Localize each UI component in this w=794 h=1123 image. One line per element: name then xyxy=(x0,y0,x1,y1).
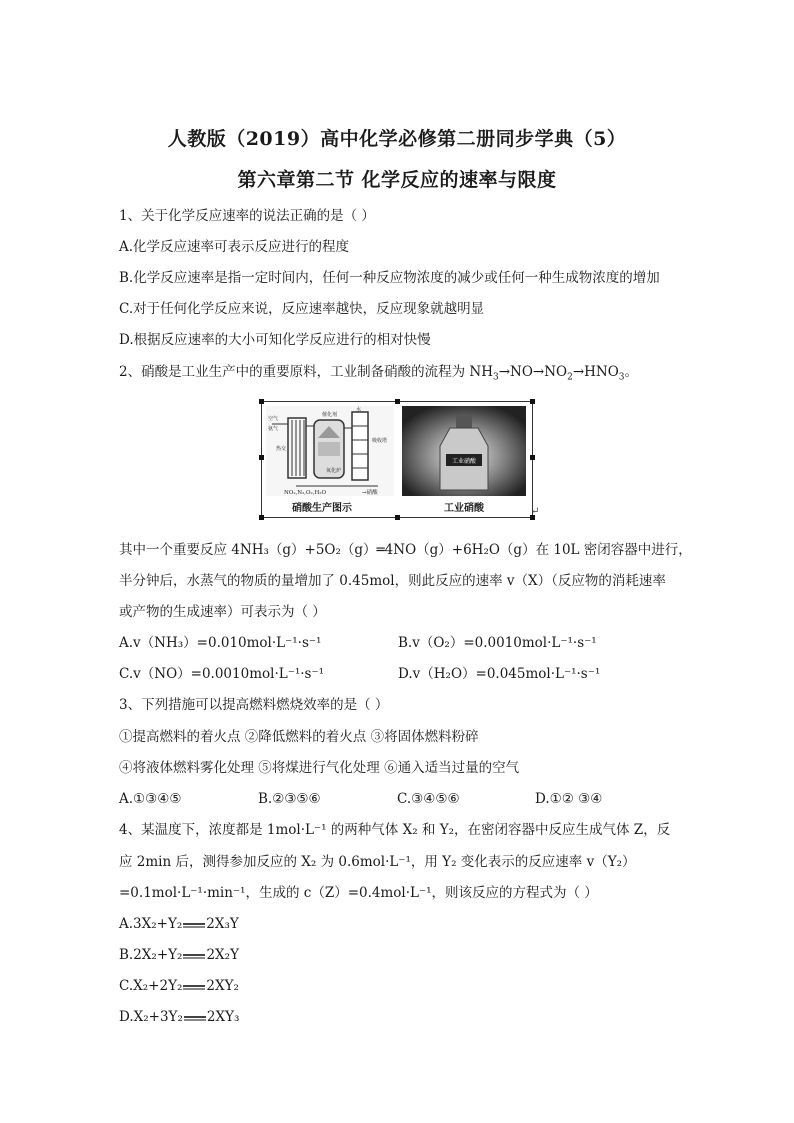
equilibrium-arrow-icon xyxy=(184,1015,206,1021)
resize-handle[interactable] xyxy=(259,515,264,520)
equilibrium-arrow-icon xyxy=(183,953,205,959)
resize-handle[interactable] xyxy=(395,515,400,520)
q3-option-a: A.①③④⑤ xyxy=(119,791,182,807)
equation-left: A.3X₂+Y₂ xyxy=(119,916,183,932)
label-water: 水 xyxy=(356,407,362,413)
q2-sub: 3 xyxy=(492,372,499,383)
paragraph-mark: ↵ xyxy=(531,506,540,517)
q2-option-b: B.v（O₂）=0.0010mol·L⁻¹·s⁻¹ xyxy=(398,635,597,651)
q2-para-3: 或产物的生成速率）可表示为（ ） xyxy=(119,604,326,620)
q3-items-2: ④将液体燃料雾化处理 ⑤将煤进行气化处理 ⑥通入适当过量的空气 xyxy=(119,760,520,776)
q1-stem: 1、关于化学反应速率的说法正确的是（ ） xyxy=(119,208,375,224)
q4-option-c xyxy=(119,977,239,995)
q2-stem xyxy=(119,363,638,387)
q4-stem-2: 应 2min 后，测得参加反应的 X₂ 为 0.6mol·L⁻¹，用 Y₂ 变化表示的反应速率 v（Y₂） xyxy=(119,854,636,870)
q3-option-d: D.①② ③④ xyxy=(535,791,603,807)
q2-para-1: 其中一个重要反应 4NH₃（g）+5O₂（g）═4NO（g）+6H₂O（g）在 10L 密闭容器中进行， xyxy=(119,542,692,558)
q3-option-b: B.②③⑤⑥ xyxy=(258,791,321,807)
q3-items-1: ①提高燃料的着火点 ②降低燃料的着火点 ③将固体燃料粉碎 xyxy=(119,729,479,745)
label-catalyst: 催化剂 xyxy=(322,412,338,418)
resize-handle[interactable] xyxy=(259,399,264,404)
caption-industrial-acid: 工业硝酸 xyxy=(444,503,484,514)
document-title: 人教版（2019）高中化学必修第二册同步学典（5） xyxy=(167,128,627,150)
q4-option-d xyxy=(119,1008,239,1026)
q2-para-2: 半分钟后，水蒸气的物质的量增加了 0.45mol，则此反应的速率 v（X）（反应物的消耗速率 xyxy=(119,573,666,589)
q2-sub: 3 xyxy=(618,372,625,383)
q3-stem: 3、下列措施可以提高燃料燃烧效率的是（ ） xyxy=(119,697,389,713)
nitric-acid-figure xyxy=(261,401,533,518)
q2-option-c: C.v（NO）=0.0010mol·L⁻¹·s⁻¹ xyxy=(119,666,324,682)
production-diagram xyxy=(266,406,394,496)
label-gases: NO₂,N₂,O₂,H₂O xyxy=(284,490,327,496)
bottle-label: 工业硝酸 xyxy=(451,458,477,465)
section-subtitle: 第六章第二节 化学反应的速率与限度 xyxy=(237,169,557,191)
resize-handle[interactable] xyxy=(395,399,400,404)
resize-handle[interactable] xyxy=(530,399,535,404)
q4-option-b xyxy=(119,946,239,964)
resize-handle[interactable] xyxy=(259,455,264,460)
q2-option-a: A.v（NH₃）=0.010mol·L⁻¹·s⁻¹ xyxy=(119,635,322,651)
equation-left: D.X₂+3Y₂ xyxy=(119,1009,183,1025)
equilibrium-arrow-icon xyxy=(183,984,205,990)
q2-stem-text: →NO→NO xyxy=(498,364,568,380)
q2-option-d: D.v（H₂O）=0.045mol·L⁻¹·s⁻¹ xyxy=(398,666,601,682)
equation-left: C.X₂+2Y₂ xyxy=(119,978,183,994)
q4-stem-3: =0.1mol·L⁻¹·min⁻¹，生成的 c（Z）=0.4mol·L⁻¹，则该反应的方程式为（ ） xyxy=(119,885,598,901)
resize-handle[interactable] xyxy=(530,455,535,460)
caption-production: 硝酸生产图示 xyxy=(292,503,352,514)
q1-option-b: B.化学反应速率是指一定时间内，任何一种反应物浓度的减少或任何一种生成物浓度的增加 xyxy=(119,270,660,286)
equation-right: 2XY₃ xyxy=(206,1009,240,1025)
q2-sub: 2 xyxy=(567,372,573,383)
label-oxidizer: 氧化炉 xyxy=(326,468,342,474)
q2-stem-text: 2、硝酸是工业生产中的重要原料，工业制备硝酸的流程为 NH xyxy=(119,364,493,380)
label-heat-exchanger: 热交 xyxy=(276,446,287,452)
label-absorber: 吸收塔 xyxy=(372,438,388,444)
q1-option-c: C.对于任何化学反应来说，反应速率越快，反应现象就越明显 xyxy=(119,301,485,317)
equation-right: 2X₂Y xyxy=(206,947,239,963)
q1-option-d: D.根据反应速率的大小可知化学反应进行的相对快慢 xyxy=(119,332,431,348)
label-air: 空气 xyxy=(268,416,279,422)
q2-stem-text: →HNO xyxy=(572,364,619,380)
industrial-nitric-acid-photo xyxy=(402,406,526,496)
label-acid-out: →硝酸 xyxy=(362,490,378,496)
q3-option-c: C.③④⑤⑥ xyxy=(397,791,460,807)
q4-option-a xyxy=(119,915,239,933)
q4-stem-1: 4、某温度下，浓度都是 1mol·L⁻¹ 的两种气体 X₂ 和 Y₂，在密闭容器中反应生成气体 Z，反 xyxy=(119,822,671,838)
equilibrium-arrow-icon xyxy=(183,922,205,928)
equation-right: 2XY₂ xyxy=(206,978,239,994)
equation-right: 2X₃Y xyxy=(206,916,239,932)
q1-option-a: A.化学反应速率可表示反应进行的程度 xyxy=(119,239,350,255)
label-ammonia: 氨气 xyxy=(268,426,279,432)
q2-stem-text: 。 xyxy=(624,364,639,380)
equation-left: B.2X₂+Y₂ xyxy=(119,947,183,963)
